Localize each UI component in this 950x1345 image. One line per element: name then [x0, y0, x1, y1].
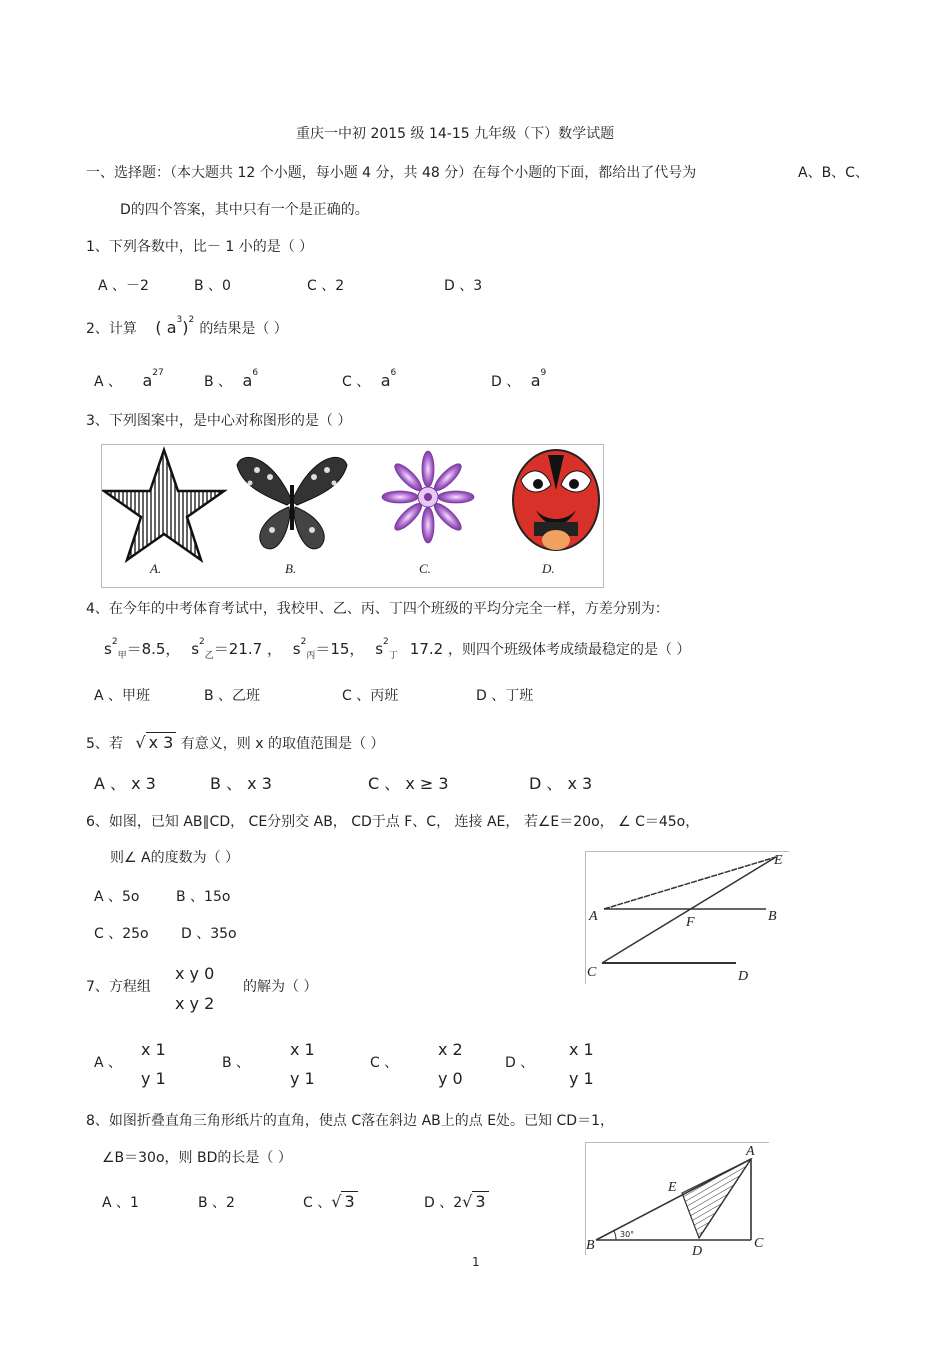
q3-figure-svg [102, 445, 603, 587]
q7-option-c-line2: y 0 [438, 1069, 463, 1088]
q6-option-b: B 、15o [176, 889, 231, 905]
q8-option-c-label: C 、 [303, 1195, 332, 1211]
q7-system-line2: x y 2 [175, 994, 215, 1013]
q2-option-a [94, 368, 164, 390]
q2-expr-exp2: 2 [188, 315, 195, 325]
q2-expr-exp1: 3 [176, 315, 183, 325]
q6-figure [585, 851, 789, 984]
q8-option-b: B 、2 [198, 1195, 235, 1211]
q2-option-b-exp: 6 [252, 368, 259, 378]
q6-figure-svg [586, 852, 789, 984]
q3-label-b: B. [285, 561, 297, 576]
q4-option-d: D 、丁班 [476, 688, 534, 704]
q7-option-a-label: A 、 [94, 1055, 123, 1071]
q8-label-b: B [586, 1238, 595, 1253]
q2-option-c-label: C 、 [342, 374, 371, 390]
q2-option-b [204, 368, 259, 390]
q8-stem2: ∠B＝30o，则 BD的长是（ ） [102, 1150, 292, 1166]
q8-label-c: C [754, 1236, 764, 1251]
q1-stem: 1、下列各数中，比－ 1 小的是（ ） [86, 239, 314, 255]
q3-label-c: C. [419, 561, 431, 576]
q6-stem2: 则∠ A的度数为（ ） [110, 850, 240, 866]
q4-tail: ，则四个班级体考成绩最稳定的是（ ） [447, 642, 691, 658]
butterfly-figure [237, 457, 347, 548]
section1-line1: 一、选择题：（本大题共 12 个小题，每小题 4 分，共 48 分）在每个小题的下面，都给出了代号为 [86, 165, 697, 181]
q3-stem: 3、下列图案中，是中心对称图形的是（ ） [86, 413, 352, 429]
q4-s4: $s^2_丁$ 17.2 [375, 637, 444, 661]
q2-option-b-label: B 、 [204, 374, 233, 390]
q2-option-a-base: a [142, 371, 153, 390]
q2-option-c-exp: 6 [390, 368, 397, 378]
q8-label-a: A [746, 1144, 755, 1159]
q6-option-c: C 、25o [94, 926, 149, 942]
q2-option-d-label: D 、 [491, 374, 521, 390]
section1-line2: D的四个答案，其中只有一个是正确的。 [120, 202, 369, 218]
sqrt-icon: √ [462, 1192, 473, 1211]
q4-s2: $s^2_乙=21.7$ ， [191, 637, 282, 661]
q8-label-d: D [692, 1244, 703, 1255]
q8-angle-label: 30° [620, 1230, 635, 1239]
q2-option-d-base: a [530, 371, 541, 390]
q8-option-d-value: 3 [472, 1191, 488, 1211]
q2-option-c-base: a [380, 371, 391, 390]
q5-stem-pre: 5、若 [86, 736, 123, 752]
q7-system-line1: x y 0 [175, 964, 215, 983]
q4-option-b: B 、乙班 [204, 688, 261, 704]
q7-option-b-line1: x 1 [290, 1040, 315, 1059]
q8-option-c-value: 3 [341, 1191, 357, 1211]
q1-option-a: A 、－2 [98, 278, 149, 294]
q6-label-d: D [738, 969, 749, 984]
q2-expr-base: ( a [155, 318, 177, 337]
q7-option-a-line2: y 1 [141, 1069, 166, 1088]
q2-option-a-exp: 27 [152, 368, 164, 378]
flower-figure [382, 451, 474, 543]
q6-label-c: C [587, 965, 597, 980]
q2-stem-post: 的结果是（ ） [199, 321, 288, 337]
q6-label-a: A [589, 909, 598, 924]
q4-s3: $s^2_丙=15$， [292, 637, 365, 661]
q6-option-d: D 、35o [181, 926, 237, 942]
q2-option-d [491, 368, 547, 390]
q5-radicand: x 3 [146, 732, 177, 752]
q7-option-b-label: B 、 [222, 1055, 251, 1071]
q7-option-c-line1: x 2 [438, 1040, 463, 1059]
q2-expr-close: ) [182, 318, 189, 337]
q4-s1: $s^2_甲=8.5$， [104, 637, 181, 661]
q2-expr [155, 315, 199, 337]
q8-option-c [303, 1194, 358, 1210]
q5-stem [86, 735, 384, 751]
q4-stem: 4、在今年的中考体育考试中，我校甲、乙、丙、丁四个班级的平均分完全一样，方差分别为： [86, 601, 669, 617]
q7-option-d-line1: x 1 [569, 1040, 594, 1059]
opera-mask-figure [513, 450, 599, 550]
q5-stem-post: 有意义，则 x 的取值范围是（ ） [180, 736, 385, 752]
q3-label-a: A. [150, 561, 162, 576]
star-figure [104, 450, 224, 560]
q7-option-d-label: D 、 [505, 1055, 535, 1071]
q2-option-c [342, 368, 397, 390]
q7-option-a-line1: x 1 [141, 1040, 166, 1059]
q2-option-d-exp: 9 [540, 368, 547, 378]
q7-option-b-line2: y 1 [290, 1069, 315, 1088]
sqrt-icon: √ [331, 1192, 342, 1211]
q6-option-a: A 、5o [94, 889, 140, 905]
q5-option-b: B 、 x 3 [210, 774, 272, 793]
q7-stem-pre: 7、方程组 [86, 979, 151, 995]
q1-option-d: D 、3 [444, 278, 483, 294]
q8-stem: 8、如图折叠直角三角形纸片的直角，使点 C落在斜边 AB上的点 E处。已知 CD＝1， [86, 1113, 614, 1129]
sqrt-icon: √ [135, 733, 146, 752]
q5-option-d: D 、 x 3 [529, 774, 593, 793]
q2-stem [86, 315, 288, 337]
q4-variances [104, 637, 691, 661]
q5-option-a: A 、 x 3 [94, 774, 156, 793]
q7-option-c-label: C 、 [370, 1055, 399, 1071]
q2-option-a-label: A 、 [94, 374, 123, 390]
q4-option-c: C 、丙班 [342, 688, 399, 704]
q6-label-f: F [686, 915, 695, 930]
q6-label-e: E [774, 853, 783, 868]
q8-figure-svg [586, 1143, 769, 1255]
q6-label-b: B [768, 909, 777, 924]
q8-option-a: A 、1 [102, 1195, 139, 1211]
q2-stem-pre: 2、计算 [86, 321, 137, 337]
page-title: 重庆一中初 2015 级 14-15 九年级（下）数学试题 [296, 126, 615, 142]
q5-option-c: C 、 x ≥ 3 [368, 774, 449, 793]
q7-stem-post: 的解为（ ） [243, 979, 318, 995]
q6-stem: 6、如图，已知 AB∥CD， CE分别交 AB， CD于点 F、C， 连接 AE， 若∠E＝20o， ∠ C＝45o， [86, 814, 700, 830]
page-number: 1 [472, 1255, 480, 1269]
q4-option-a: A 、甲班 [94, 688, 151, 704]
q3-label-d: D. [542, 561, 555, 576]
q8-option-d [424, 1194, 489, 1210]
q1-option-c: C 、2 [307, 278, 345, 294]
q7-option-d-line2: y 1 [569, 1069, 594, 1088]
q8-option-d-label: D 、2 [424, 1195, 463, 1211]
q8-label-e: E [668, 1180, 677, 1195]
q8-figure [585, 1142, 769, 1255]
q1-option-b: B 、0 [194, 278, 231, 294]
q2-option-b-base: a [242, 371, 253, 390]
section1-line1-end: A、B、C、 [798, 165, 869, 181]
q3-figure-panel [101, 444, 604, 588]
